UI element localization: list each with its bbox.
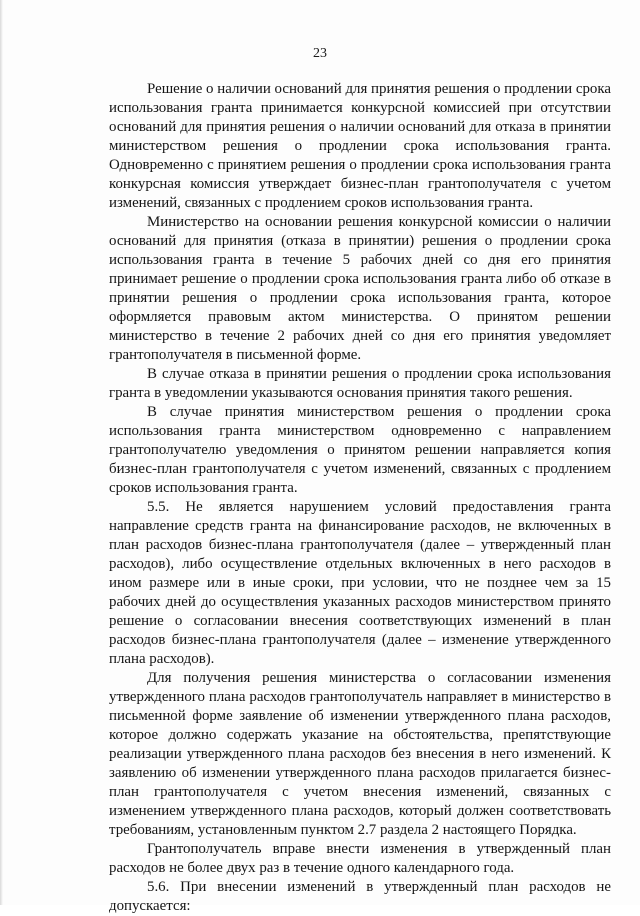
paragraph-ministry-decision: Министерство на основании решения конкурсной комиссии о наличии оснований для принятия (отказа в принятии) решения о продлении срока использования гранта в течение 5 рабочих дней со дня его принятия принимает решение о продлении срока использования гранта либо об отказе в принятии решения о продлении срока использования гранта, которое оформляется правовым актом министерства. О принятом решении министерство в течение 2 рабочих дней со дня его принятия уведомляет грантополучателя в письменной форме. [109,214,611,363]
paragraph-extension-decision: Решение о наличии оснований для принятия решения о продлении срока использования гранта принимается конкурсной комиссией при отсутствии оснований для принятия решения о наличии оснований для отказа в принятии министерством решения о продлении срока использования гранта. Одновременно с принятием решения о продлении срока использования гранта конкурсная комиссия утверждает бизнес-план грантополучателя с учетом изменений, связанных с продлением сроков использования гранта. [109,81,611,211]
paragraph-business-plan-copy: В случае принятия министерством решения о продлении срока использования гранта министерством одновременно с направлением грантополучателю уведомления о принятом решении направляется копия бизнес-план грантополучателя с учетом изменений, связанных с продлением сроков использования гранта. [109,404,611,496]
paragraph-clause-5-5: 5.5. Не является нарушением условий предоставления гранта направление средств гранта на финансирование расходов, не включенных в план расходов бизнес-плана грантополучателя (далее – утвержденный план расходов), либо осуществление отдельных включенных в него расходов в ином размере или в иные сроки, при условии, что не позднее чем за 15 рабочих дней до осуществления указанных расходов министерством принято решение о согласовании внесения соответствующих изменений в план расходов бизнес-плана грантополучателя (далее – изменение утвержденного плана расходов). [109,499,611,667]
paragraph-change-application: Для получения решения министерства о согласовании изменения утвержденного плана расходов грантополучатель направляет в министерство в письменной форме заявление об изменении утвержденного плана расходов, которое должно содержать указание на обстоятельства, препятствующие реализации утвержденного плана расходов без внесения в него изменений. К заявлению об изменении утвержденного плана расходов прилагается бизнес-план грантополучателя с учетом внесения изменений, связанных с изменением утвержденного плана расходов, который должен соответствовать требованиям, установленным пунктом 2.7 раздела 2 настоящего Порядка. [109,670,611,838]
document-body [109,80,611,916]
paragraph-refusal-notice: В случае отказа в принятии решения о продлении срока использования гранта в уведомлении указываются основания принятия такого решения. [109,366,611,401]
paragraph-change-limit: Грантополучатель вправе внести изменения в утвержденный план расходов не более двух раз в течение одного календарного года. [109,841,611,876]
scan-edge-shadow [0,0,3,905]
page-number: 23 [313,46,327,61]
paragraph-clause-5-6: 5.6. При внесении изменений в утвержденный план расходов не допускается: [109,879,611,914]
